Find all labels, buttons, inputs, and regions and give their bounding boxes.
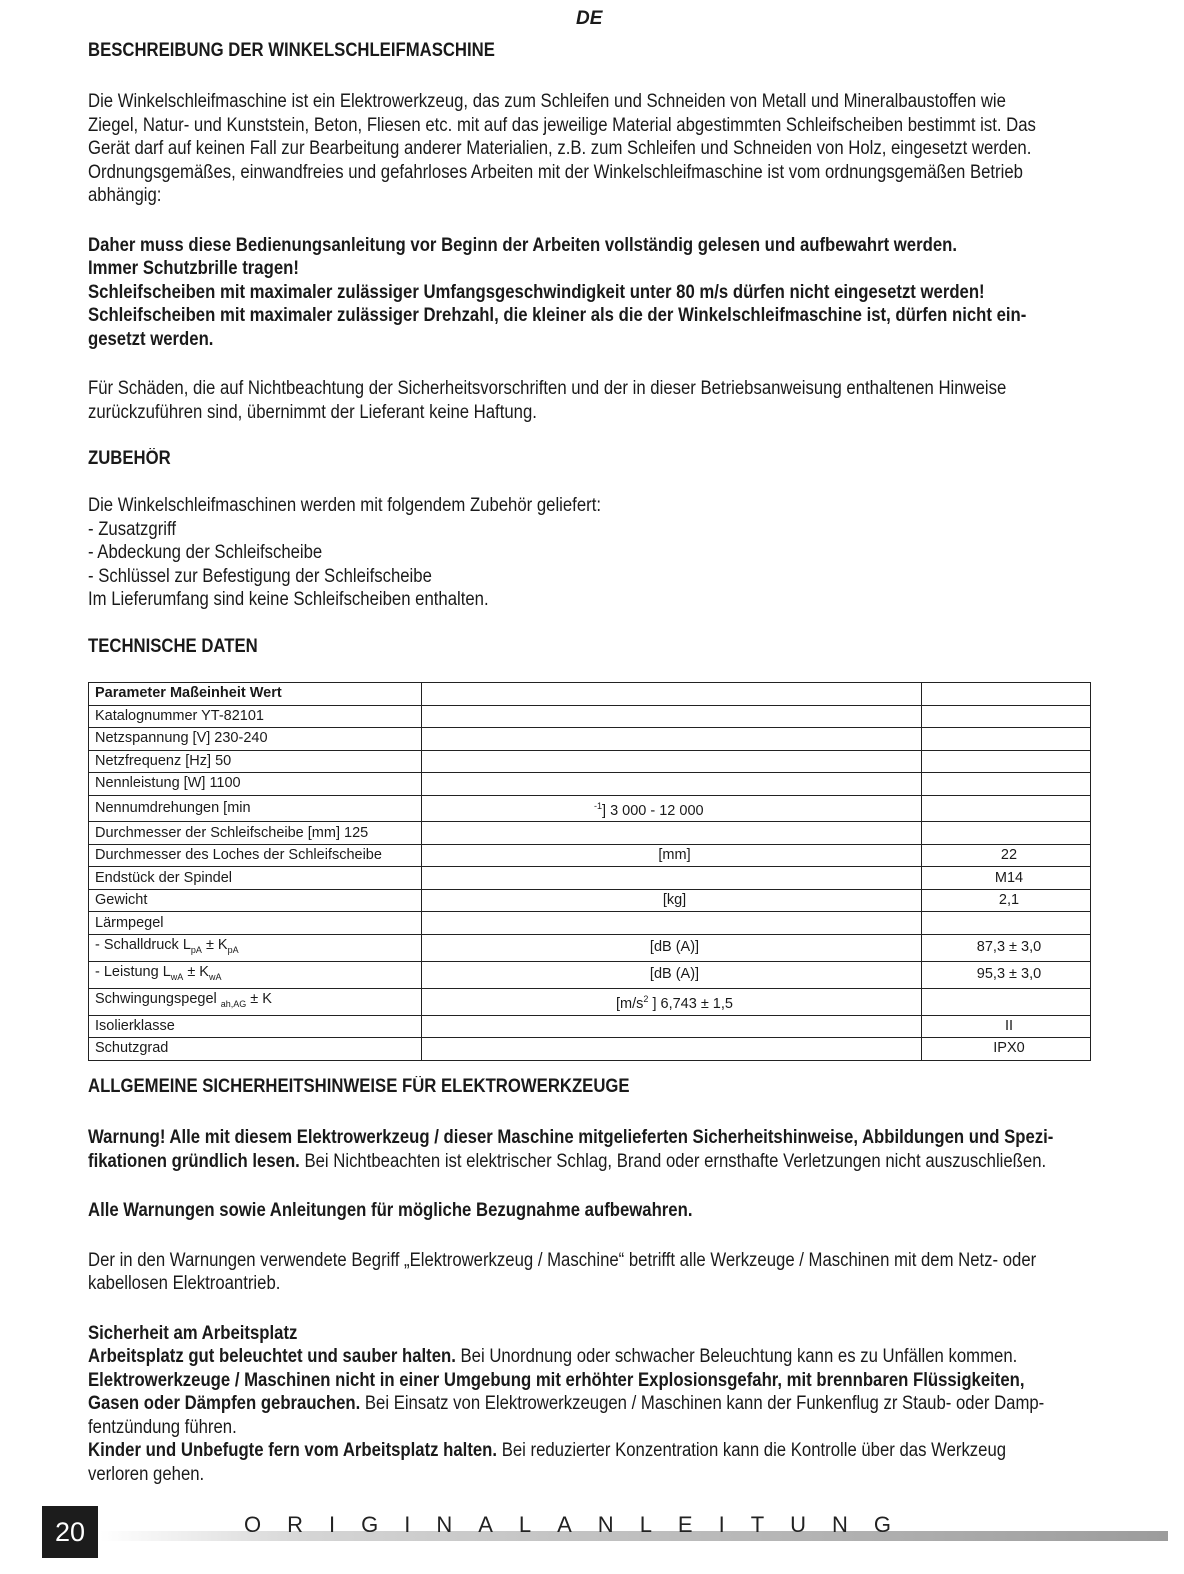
accessories-list: Die Winkelschleifmaschinen werden mit folgendem Zubehör geliefert: - Zusatzgriff - Abdeckung der Schleifscheibe - Schlüssel zur Befestigung der Schleifscheibe Im Lieferumfang sind keine Schleifscheiben enthalten. [88,495,601,610]
table-row: Nennumdrehungen [min $^{-1}$] 3 000 - 12 000 [89,795,1091,822]
section-description [88,38,1092,660]
section-safety [88,1074,1092,1486]
warning-read-paragraph: Warnung! Alle mit diesem Elektrowerkzeug / dieser Maschine mitgelieferten Sicherheitshinweise, Abbildungen und Spezi- fikationen gründlich lesen. Bei Nichtbeachten ist elektrischer Schlag, Brand oder ernsthafte Verletzungen nicht auszuschließen. [88,1127,1054,1172]
table-row: Schwingungspegel $_{ah,AG}$ ± K [$m/s^2$ ] 6,743 ± 1,5 [89,988,1091,1015]
section-title-description: BESCHREIBUNG DER WINKELSCHLEIFMASCHINE [88,40,495,61]
table-row: Parameter Maßeinheit Wert [89,683,1091,706]
table-row: Gewicht [kg] 2,1 [89,889,1091,912]
table-row: Netzfrequenz [Hz] 50 [89,750,1091,773]
workplace-paragraph: Arbeitsplatz gut beleuchtet und sauber halten. Bei Unordnung oder schwacher Beleuchtung kann es zu Unfällen kommen. Elektrowerkzeuge / Maschinen nicht in einer Umgebung mit erhöhter Explosionsgefahr, mit brennbaren Flüssigkeiten, Gasen oder Dämpfen gebrauchen. Bei Einsatz von Elektrowerkzeugen / Maschinen kann der Funkenflug zr Staub- oder Damp- fentzündung führen. Kinder und Unbefugte fern vom Arbeitsplatz halten. Bei reduzierter Konzentration kann die Kontrolle über das Werkzeug verloren gehen. [88,1346,1045,1485]
intro-paragraph: Die Winkelschleifmaschine ist ein Elektrowerkzeug, das zum Schleifen und Schneiden von Metall und Mineralbaustoffen wie Ziegel, Natur- und Kunststein, Beton, Fliesen etc. mit auf das jeweilige Material abgestimmten Schleifscheiben bestimmt ist. Das Gerät darf auf keinen Fall zur Bearbeitung anderer Materialien, z.B. zum Schleifen und Schneiden von Holz, eingesetzt werden. Ordnungsgemäßes, einwandfreies und gefahrloses Arbeiten mit der Winkelschleifmaschine ist vom ordnungsgemäßen Betrieb abhängig: [88,91,1036,206]
language-tag: DE [576,8,603,29]
table-row: Durchmesser der Schleifscheibe [mm] 125 [89,822,1091,845]
workplace-title: Sicherheit am Arbeitsplatz [88,1322,298,1344]
term-paragraph: Der in den Warnungen verwendete Begriff „Elektrowerkzeug / Maschine“ betrifft alle Werkzeuge / Maschinen mit dem Netz- oder kabellosen Elektroantrieb. [88,1249,1037,1294]
tech-data-table [88,682,1091,1061]
table-row: Durchmesser des Loches der Schleifscheibe [mm] 22 [89,844,1091,867]
table-row: Schutzgrad IPX0 [89,1038,1091,1061]
table-row: Lärmpegel [89,912,1091,935]
section-title-tech: TECHNISCHE DATEN [88,635,258,657]
table-row: Isolierklasse II [89,1015,1091,1038]
table-row: Katalognummer YT-82101 [89,705,1091,728]
table-row: Nennleistung [W] 1100 [89,773,1091,796]
table-row: - Schalldruck $L_{pA} \pm K_{pA}$ [dB (A)] 87,3 ± 3,0 [89,934,1091,961]
table-row: Endstück der Spindel M14 [89,867,1091,890]
warning-paragraph: Daher muss diese Bedienungsanleitung vor Beginn der Arbeiten vollständig gelesen und aufbewahrt werden. Immer Schutzbrille tragen! Schleifscheiben mit maximaler zulässiger Umfangsgeschwindigkeit unter 80 m/s dürfen nicht eingesetzt werden! Schleifscheiben mit maximaler zulässiger Drehzahl, die kleiner als die der Winkelschleifmaschine ist, dürfen nicht ein- gesetzt werden. [88,234,1027,350]
footer-label: ORIGINALANLEITUNG [244,1512,918,1537]
table-row: Netzspannung [V] 230-240 [89,728,1091,751]
section-title-safety: ALLGEMEINE SICHERHEITSHINWEISE FÜR ELEKTROWERKZEUGE [88,1076,630,1097]
section-title-accessories: ZUBEHÖR [88,448,171,469]
keep-instructions: Alle Warnungen sowie Anleitungen für mögliche Bezugnahme aufbewahren. [88,1200,693,1221]
liability-paragraph: Für Schäden, die auf Nichtbeachtung der Sicherheitsvorschriften und der in dieser Betriebsanweisung enthaltenen Hinweise zurückzuführen sind, übernimmt der Lieferant keine Haftung. [88,378,1007,423]
page-number: 20 [42,1506,98,1558]
table-row: - Leistung $L_{wA} \pm K_{wA}$ [dB (A)] 95,3 ± 3,0 [89,961,1091,988]
